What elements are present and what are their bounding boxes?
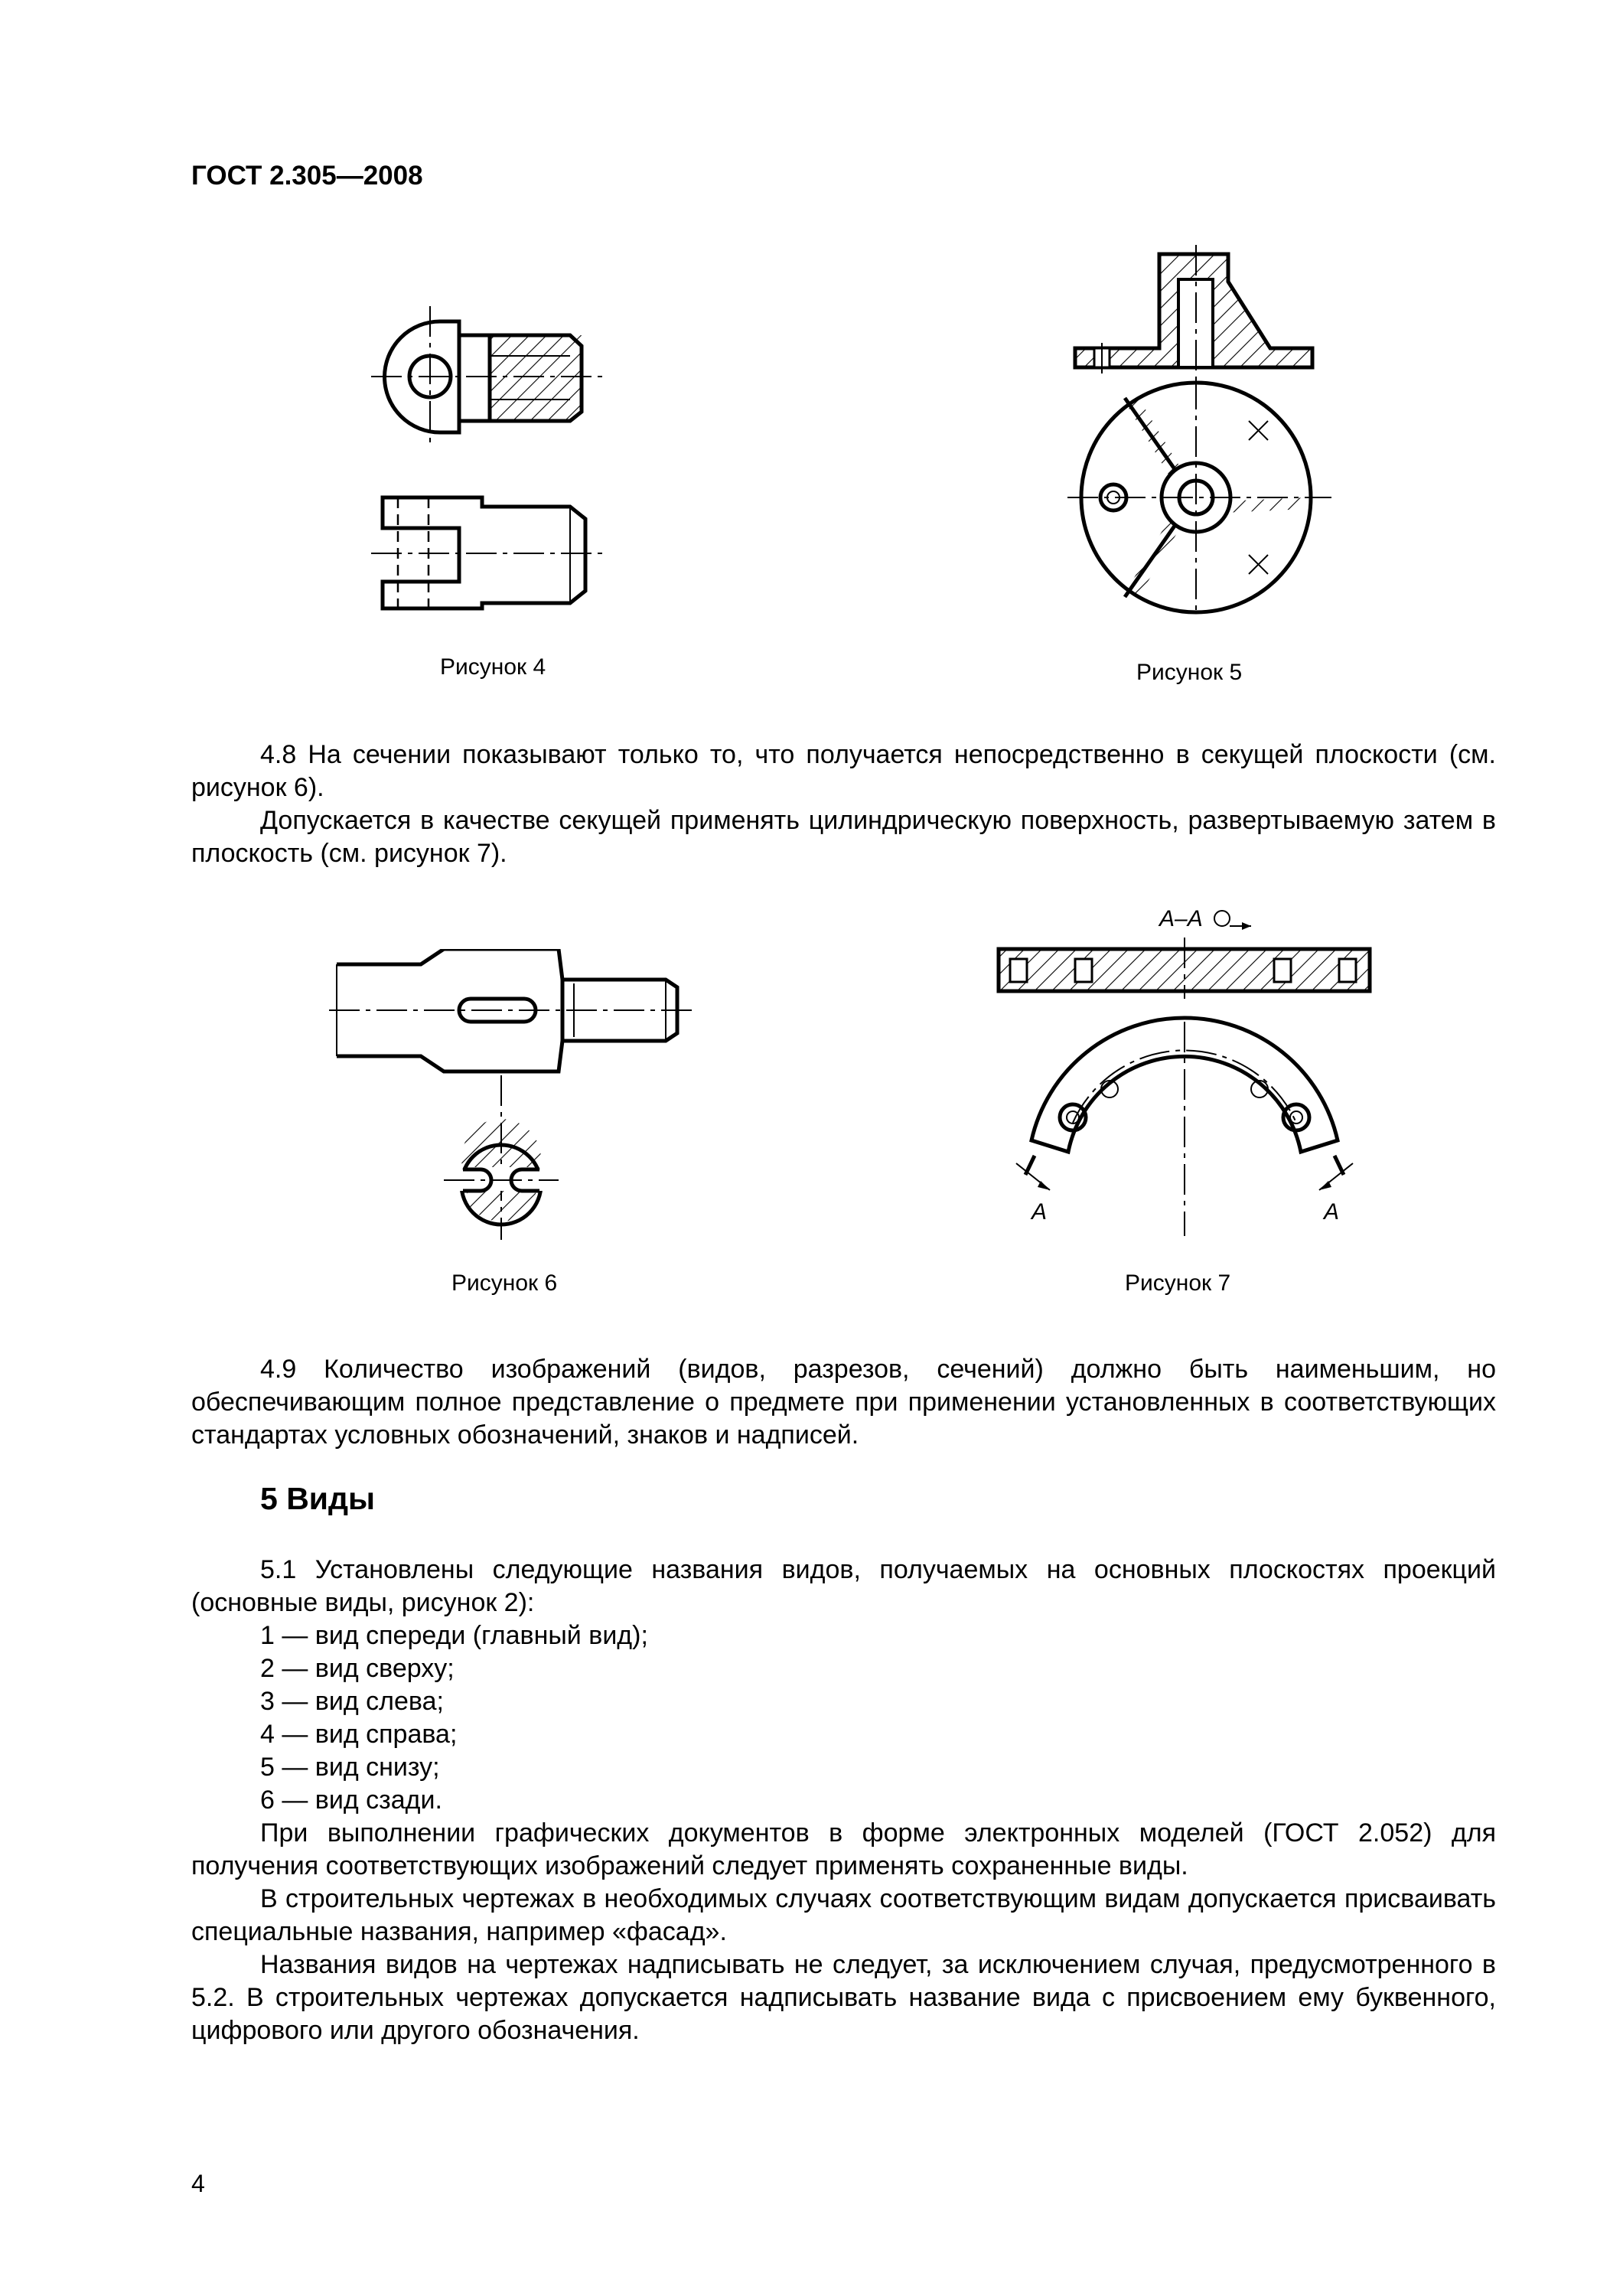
paragraph-4-9 xyxy=(191,1353,1496,1452)
paragraph-5-1: 5.1 Установлены следующие названия видов, получаемых на основных плоскостях проекций (основные виды, рисунок 2): xyxy=(191,1555,1496,1617)
figure-7-drawing xyxy=(987,899,1385,1236)
cut-mark-left: А xyxy=(1031,1199,1048,1225)
view-item: 1 — вид спереди (главный вид); xyxy=(260,1621,648,1650)
view-item: 3 — вид слева; xyxy=(260,1687,444,1716)
figure-4-caption: Рисунок 4 xyxy=(440,654,546,680)
paragraph-4-8 xyxy=(191,739,1496,870)
figure-6-drawing xyxy=(329,949,704,1240)
cut-mark-right: А xyxy=(1324,1199,1340,1225)
paragraph-electronic-models: При выполнении графических документов в форме электронных моделей (ГОСТ 2.052) для получения соответствующих изображений следует применять сохраненные виды. xyxy=(191,1818,1496,1880)
view-item: 6 — вид сзади. xyxy=(260,1786,442,1815)
figure-4-drawing xyxy=(367,306,627,628)
paragraph-view-names: Названия видов на чертежах надписывать не следует, за исключением случая, предусмотренного в 5.2. В строительных чертежах допускается надписывать название вида с присвоением ему буквенного, цифрового или другого обозначения. xyxy=(191,1950,1496,2045)
view-item: 2 — вид сверху; xyxy=(260,1654,455,1683)
paragraph-4-9-text: 4.9 Количество изображений (видов, разрезов, сечений) должно быть наименьшим, но обеспечивающим полное представление о предмете при применении установленных в соответствующих стандартах условных обозначений, знаков и надписей. xyxy=(191,1355,1496,1450)
view-item: 5 — вид снизу; xyxy=(260,1753,440,1782)
section-5-body xyxy=(191,1554,1496,2047)
paragraph-4-8-continuation: Допускается в качестве секущей применять цилиндрическую поверхность, развертываемую затем в плоскость (см. рисунок 7). xyxy=(191,806,1496,868)
figure-5-drawing xyxy=(1067,245,1343,620)
paragraph-4-8-text: 4.8 На сечении показывают только то, что получается непосредственно в секущей плоскости (см. рисунок 6). xyxy=(191,740,1496,802)
section-label-a-a: А–А xyxy=(1159,906,1203,931)
section-title: 5 Виды xyxy=(260,1481,376,1516)
figure-6-caption: Рисунок 6 xyxy=(451,1270,558,1296)
figure-5-caption: Рисунок 5 xyxy=(1136,660,1243,685)
view-item: 4 — вид справа; xyxy=(260,1720,458,1749)
figure-7-caption: Рисунок 7 xyxy=(1125,1270,1231,1296)
document-header: ГОСТ 2.305—2008 xyxy=(191,161,423,191)
page-number: 4 xyxy=(191,2170,205,2197)
paragraph-building-drawings: В строительных чертежах в необходимых случаях соответствующим видам допускается присваивать специальные названия, например «фасад». xyxy=(191,1884,1496,1946)
